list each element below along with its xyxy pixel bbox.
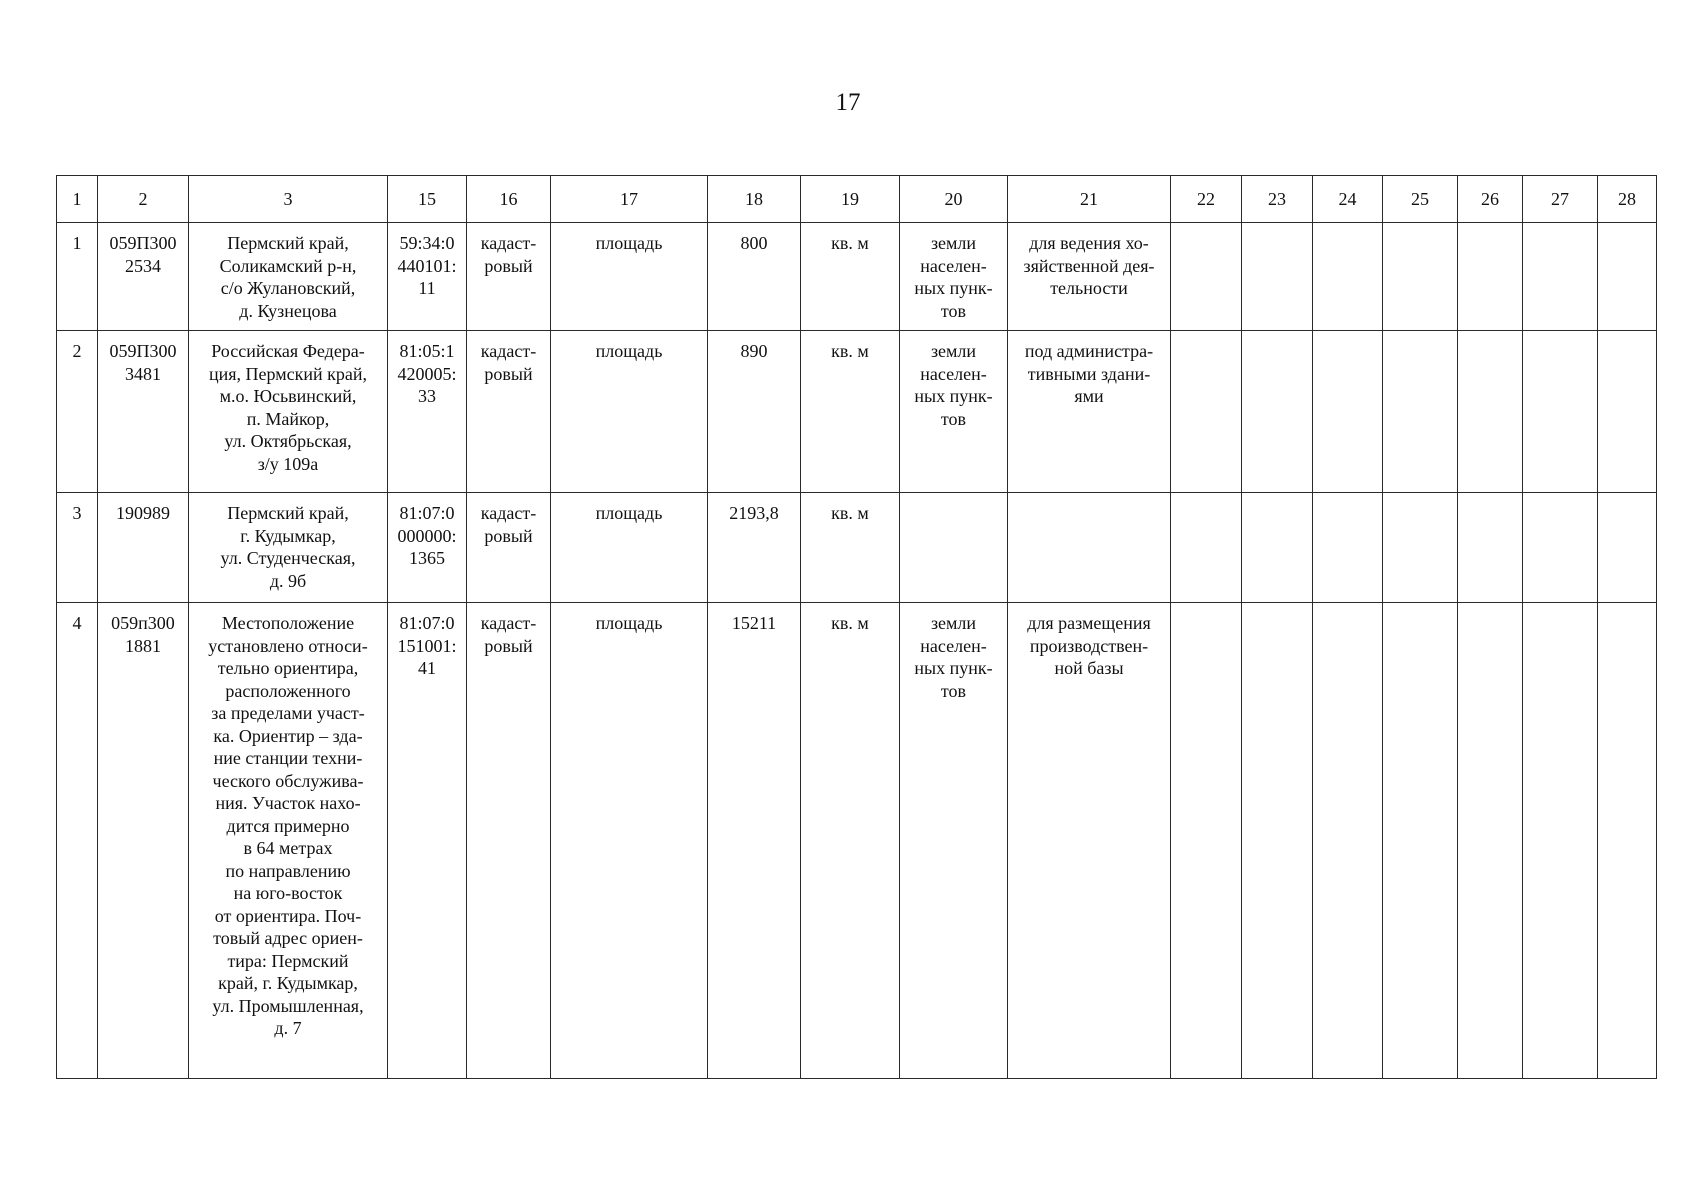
unit-cell: кв. м — [801, 493, 900, 603]
empty-cell-25 — [1383, 331, 1458, 493]
empty-cell-24 — [1313, 331, 1383, 493]
number-type-cell: кадаст- ровый — [467, 493, 551, 603]
empty-cell-23 — [1242, 603, 1313, 1079]
characteristic-cell: площадь — [551, 603, 708, 1079]
empty-cell-26 — [1458, 223, 1523, 331]
empty-cell-26 — [1458, 603, 1523, 1079]
empty-cell-28 — [1598, 223, 1657, 331]
characteristic-cell: площадь — [551, 331, 708, 493]
row-number-cell: 4 — [57, 603, 98, 1079]
number-type-cell: кадаст- ровый — [467, 331, 551, 493]
header-col-24: 24 — [1313, 176, 1383, 223]
header-col-18: 18 — [708, 176, 801, 223]
header-col-19: 19 — [801, 176, 900, 223]
header-col-25: 25 — [1383, 176, 1458, 223]
empty-cell-27 — [1523, 223, 1598, 331]
cadastral-number-cell: 81:05:1 420005: 33 — [388, 331, 467, 493]
permitted-use-cell — [1008, 493, 1171, 603]
empty-cell-28 — [1598, 493, 1657, 603]
unit-cell: кв. м — [801, 331, 900, 493]
empty-cell-27 — [1523, 603, 1598, 1079]
empty-cell-22 — [1171, 493, 1242, 603]
empty-cell-26 — [1458, 493, 1523, 603]
registry-number-cell: 059П300 2534 — [98, 223, 189, 331]
header-col-28: 28 — [1598, 176, 1657, 223]
header-col-21: 21 — [1008, 176, 1171, 223]
unit-cell: кв. м — [801, 223, 900, 331]
header-col-17: 17 — [551, 176, 708, 223]
header-col-16: 16 — [467, 176, 551, 223]
page-number: 17 — [835, 89, 861, 116]
empty-cell-24 — [1313, 603, 1383, 1079]
header-row — [57, 176, 1657, 223]
number-type-cell: кадаст- ровый — [467, 223, 551, 331]
header-col-1: 1 — [57, 176, 98, 223]
permitted-use-cell: для ведения хо- зяйственной дея- тельности — [1008, 223, 1171, 331]
header-col-22: 22 — [1171, 176, 1242, 223]
empty-cell-28 — [1598, 603, 1657, 1079]
land-category-cell: земли населен- ных пунк- тов — [900, 603, 1008, 1079]
empty-cell-23 — [1242, 331, 1313, 493]
row-number-cell: 1 — [57, 223, 98, 331]
header-col-27: 27 — [1523, 176, 1598, 223]
empty-cell-23 — [1242, 223, 1313, 331]
area-value-cell: 15211 — [708, 603, 801, 1079]
registry-number-cell: 059п300 1881 — [98, 603, 189, 1079]
empty-cell-22 — [1171, 331, 1242, 493]
number-type-cell: кадаст- ровый — [467, 603, 551, 1079]
permitted-use-cell: под администра- тивными здани- ями — [1008, 331, 1171, 493]
empty-cell-26 — [1458, 331, 1523, 493]
table-row — [57, 493, 1657, 603]
empty-cell-25 — [1383, 603, 1458, 1079]
address-cell: Российская Федера- ция, Пермский край, м.о. Юсьвинский, п. Майкор, ул. Октябрьская, з/у 109а — [189, 331, 388, 493]
empty-cell-22 — [1171, 223, 1242, 331]
empty-cell-23 — [1242, 493, 1313, 603]
land-register-table — [56, 175, 1657, 1079]
header-col-15: 15 — [388, 176, 467, 223]
empty-cell-22 — [1171, 603, 1242, 1079]
header-col-20: 20 — [900, 176, 1008, 223]
permitted-use-cell: для размещения производствен- ной базы — [1008, 603, 1171, 1079]
land-category-cell — [900, 493, 1008, 603]
header-col-26: 26 — [1458, 176, 1523, 223]
row-number-cell: 2 — [57, 331, 98, 493]
characteristic-cell: площадь — [551, 223, 708, 331]
table-row — [57, 223, 1657, 331]
empty-cell-25 — [1383, 223, 1458, 331]
cadastral-number-cell: 81:07:0 151001: 41 — [388, 603, 467, 1079]
header-col-23: 23 — [1242, 176, 1313, 223]
header-col-3: 3 — [189, 176, 388, 223]
land-category-cell: земли населен- ных пунк- тов — [900, 331, 1008, 493]
characteristic-cell: площадь — [551, 493, 708, 603]
table-row — [57, 603, 1657, 1079]
registry-number-cell: 059П300 3481 — [98, 331, 189, 493]
cadastral-number-cell: 81:07:0 000000: 1365 — [388, 493, 467, 603]
empty-cell-27 — [1523, 331, 1598, 493]
header-col-2: 2 — [98, 176, 189, 223]
empty-cell-24 — [1313, 223, 1383, 331]
area-value-cell: 2193,8 — [708, 493, 801, 603]
empty-cell-24 — [1313, 493, 1383, 603]
empty-cell-27 — [1523, 493, 1598, 603]
empty-cell-25 — [1383, 493, 1458, 603]
address-cell: Пермский край, г. Кудымкар, ул. Студенческая, д. 9б — [189, 493, 388, 603]
area-value-cell: 890 — [708, 331, 801, 493]
unit-cell: кв. м — [801, 603, 900, 1079]
address-cell: Местоположение установлено относи- тельно ориентира, расположенного за пределами участ- ка. Ориентир – зда- ние станции техни- ческого обслужива- ния. Участок нахо- дится примерно в 64 метрах по направлению на юго-восток от ориентира. Поч- товый адрес ориен- тира: Пермский край, г. Кудымкар, ул. Промышленная, д. 7 — [189, 603, 388, 1079]
registry-number-cell: 190989 — [98, 493, 189, 603]
empty-cell-28 — [1598, 331, 1657, 493]
land-category-cell: земли населен- ных пунк- тов — [900, 223, 1008, 331]
table-row — [57, 331, 1657, 493]
row-number-cell: 3 — [57, 493, 98, 603]
area-value-cell: 800 — [708, 223, 801, 331]
cadastral-number-cell: 59:34:0 440101: 11 — [388, 223, 467, 331]
address-cell: Пермский край, Соликамский р-н, с/о Жулановский, д. Кузнецова — [189, 223, 388, 331]
